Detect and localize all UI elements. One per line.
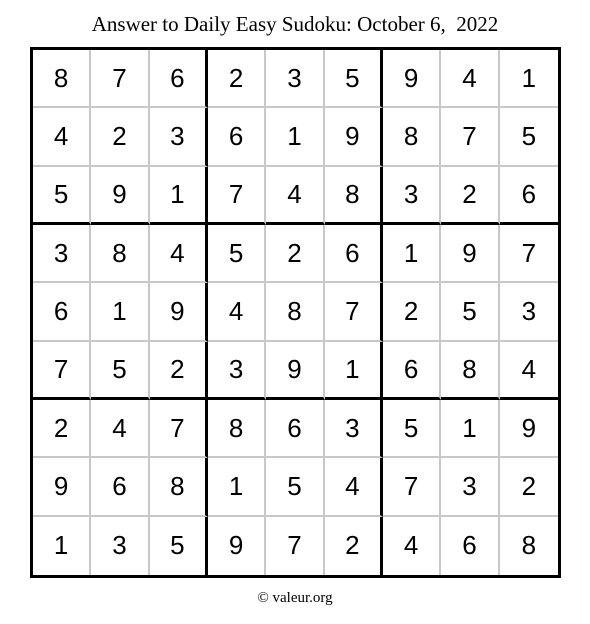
sudoku-cell: 1 [91,283,149,341]
sudoku-cell: 1 [150,167,208,225]
sudoku-cell: 3 [33,225,91,283]
sudoku-cell: 1 [383,225,441,283]
sudoku-cell: 8 [266,283,324,341]
sudoku-cell: 3 [441,458,499,516]
sudoku-cell: 7 [325,283,383,341]
sudoku-cell: 6 [266,400,324,458]
sudoku-cell: 7 [33,342,91,400]
sudoku-cell: 6 [325,225,383,283]
sudoku-cell: 4 [150,225,208,283]
sudoku-cell: 4 [91,400,149,458]
sudoku-cell: 9 [441,225,499,283]
sudoku-cell: 9 [91,167,149,225]
sudoku-cell: 7 [91,50,149,108]
sudoku-cell: 4 [441,50,499,108]
sudoku-cell: 5 [150,517,208,575]
copyright-footer: © valeur.org [257,590,333,606]
sudoku-cell: 5 [208,225,266,283]
sudoku-cell: 2 [500,458,558,516]
sudoku-cell: 8 [150,458,208,516]
sudoku-cell: 9 [500,400,558,458]
sudoku-cell: 1 [208,458,266,516]
sudoku-cell: 4 [33,108,91,166]
sudoku-cell: 4 [383,517,441,575]
sudoku-cell: 5 [500,108,558,166]
sudoku-cell: 7 [266,517,324,575]
sudoku-cell: 4 [325,458,383,516]
sudoku-cell: 2 [383,283,441,341]
sudoku-cell: 6 [500,167,558,225]
sudoku-cell: 3 [383,167,441,225]
sudoku-cell: 5 [325,50,383,108]
sudoku-cell: 9 [208,517,266,575]
sudoku-cell: 8 [441,342,499,400]
page-title: Answer to Daily Easy Sudoku: October 6, 2022 [91,12,499,36]
sudoku-cell: 1 [500,50,558,108]
sudoku-cell: 1 [266,108,324,166]
sudoku-cell: 2 [33,400,91,458]
sudoku-cell: 3 [325,400,383,458]
sudoku-cell: 5 [441,283,499,341]
sudoku-grid [30,47,561,578]
sudoku-cell: 6 [33,283,91,341]
sudoku-cell: 2 [441,167,499,225]
sudoku-cell: 6 [150,50,208,108]
sudoku-cell: 2 [150,342,208,400]
sudoku-cell: 3 [266,50,324,108]
sudoku-cell: 8 [33,50,91,108]
sudoku-cell: 3 [208,342,266,400]
sudoku-cell: 3 [150,108,208,166]
sudoku-cell: 7 [383,458,441,516]
sudoku-cell: 9 [33,458,91,516]
sudoku-cell: 3 [500,283,558,341]
sudoku-cell: 8 [91,225,149,283]
sudoku-cell: 6 [208,108,266,166]
sudoku-cell: 8 [383,108,441,166]
sudoku-cell: 5 [383,400,441,458]
sudoku-cell: 2 [91,108,149,166]
sudoku-cell: 1 [33,517,91,575]
sudoku-cell: 4 [208,283,266,341]
sudoku-cell: 7 [208,167,266,225]
sudoku-cell: 7 [500,225,558,283]
sudoku-cell: 1 [441,400,499,458]
sudoku-cell: 2 [208,50,266,108]
sudoku-cell: 5 [91,342,149,400]
sudoku-cell: 7 [150,400,208,458]
sudoku-cell: 9 [383,50,441,108]
sudoku-cell: 9 [266,342,324,400]
sudoku-cell: 4 [266,167,324,225]
sudoku-cell: 9 [325,108,383,166]
sudoku-cell: 4 [500,342,558,400]
sudoku-cell: 1 [325,342,383,400]
sudoku-cell: 8 [521,530,537,561]
sudoku-cell: 5 [266,458,324,516]
sudoku-cell: 2 [325,517,383,575]
sudoku-cell: 3 [91,517,149,575]
sudoku-cell: 6 [383,342,441,400]
sudoku-cell: 6 [441,517,499,575]
sudoku-cell: 9 [150,283,208,341]
sudoku-cell: 8 [325,167,383,225]
sudoku-cell: 6 [91,458,149,516]
sudoku-cell: 8 [208,400,266,458]
sudoku-cell: 2 [266,225,324,283]
sudoku-cell: 5 [33,167,91,225]
sudoku-cell: 7 [441,108,499,166]
